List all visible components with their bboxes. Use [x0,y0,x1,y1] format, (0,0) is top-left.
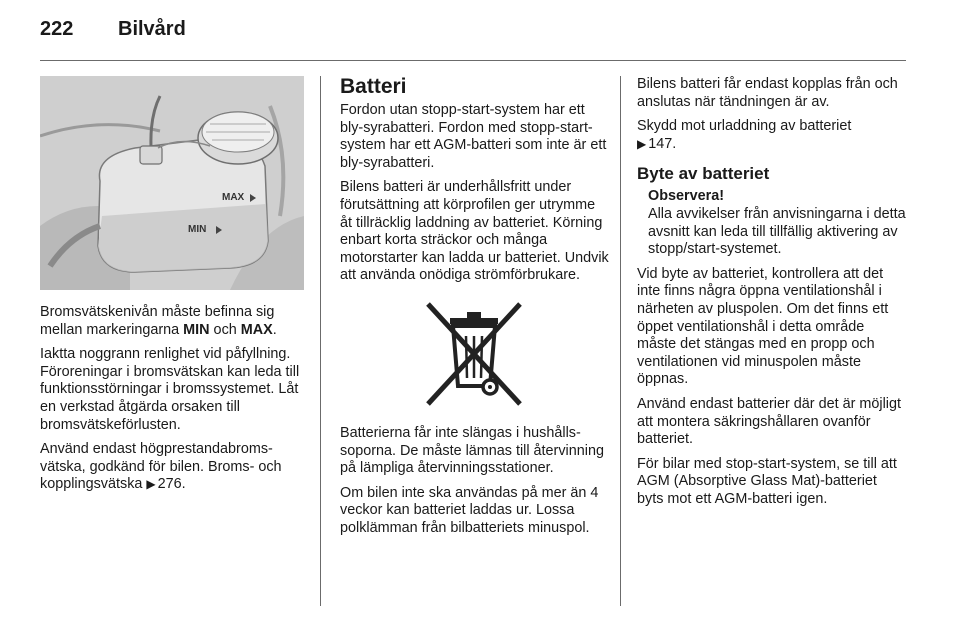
min-marking: MIN [183,321,210,338]
illustration-max-label: MAX [222,192,245,203]
paragraph: Bilens batteri är underhållsfritt under förutsättning att körprofilen ger utrymme åt tillräcklig laddning av batteriet. Körning enbart korta sträckor och många motorstarter kan ladda ur batteriet. Undvik att använda onödiga strömförbrukare. [340,179,609,284]
column-3 [637,76,907,515]
subsection-title: Byte av batteriet [637,164,770,184]
note-title: Observera! [648,188,724,205]
column-1 [40,76,308,501]
crossed-out-wheelie-bin-icon [420,298,530,410]
paragraph: För bilar med stop-start-system, se till att AGM (Absorptive Glass Mat)-batteriet byts mot ett AGM-batteri igen. [637,455,897,507]
column-divider [320,76,321,606]
paragraph: Använd endast högprestandabromsvätska, godkänd för bilen. Broms- och kopplingsvätska ▶ 276. [40,441,282,493]
note-body: Alla avvikelser från anvisningarna i detta avsnitt kan leda till tillfällig aktivering av stopp/start-systemet. [648,205,906,258]
column-2 [340,76,610,545]
reference-arrow-icon: ▶ [146,477,156,492]
page-number: 222 [40,18,74,40]
paragraph: Iaktta noggrann renlighet vid påfyllning. Föroreningar i bromsvätskan kan leda till funktionsstörningar i bromssystemet. Låt en verkstad åtgärda orsaken till bromsvätskeförlusten. [40,346,300,433]
illustration-min-label: MIN [188,224,207,235]
page-reference[interactable]: 147. [648,135,677,152]
paragraph: Använd endast batterier där det är möjligt att montera säkringshållaren ovanför batteriet. [637,395,901,448]
page-reference[interactable]: 276. [157,476,186,493]
paragraph: Vid byte av batteriet, kontrollera att det inte finns några öppna ventilationshål i närheten av pluspolen. Om det finns ett öppet ventilationshål i detta område måste det stängas med en propp och ventilationen vid minuspolen måste öppnas. [637,265,889,388]
paragraph: Fordon utan stopp-start-system har ett bly-syrabatteri. Fordon med stopp-start-system har ett AGM-batteri som inte är ett bly-syrabatteri. [340,102,607,171]
reference-arrow-icon: ▶ [637,136,647,151]
max-marking: MAX [240,321,273,338]
page-header [40,18,186,48]
column-divider [620,76,621,606]
paragraph: Skydd mot urladdning av batteriet ▶ 147. [637,118,852,152]
paragraph: Batterierna får inte slängas i hushållssoporna. De måste lämnas till återvinning på lämpliga återvinningsstationer. [340,424,604,477]
paragraph: Bilens batteri får endast kopplas från och anslutas när tändningen är av. [637,76,898,110]
page-title: Bilvård [118,18,186,40]
note-box [637,188,907,258]
header-rule [40,60,906,61]
paragraph: Bromsvätskenivån måste befinna sig mellan markeringarna MIN och MAX. [40,304,277,338]
brake-fluid-reservoir-illustration [40,76,304,290]
section-title: Batteri [340,75,407,98]
recycling-symbol [340,293,610,415]
paragraph: Om bilen inte ska användas på mer än 4 veckor kan batteriet laddas ur. Lossa polklämman från bilbatteriets minuspol. [340,484,599,536]
